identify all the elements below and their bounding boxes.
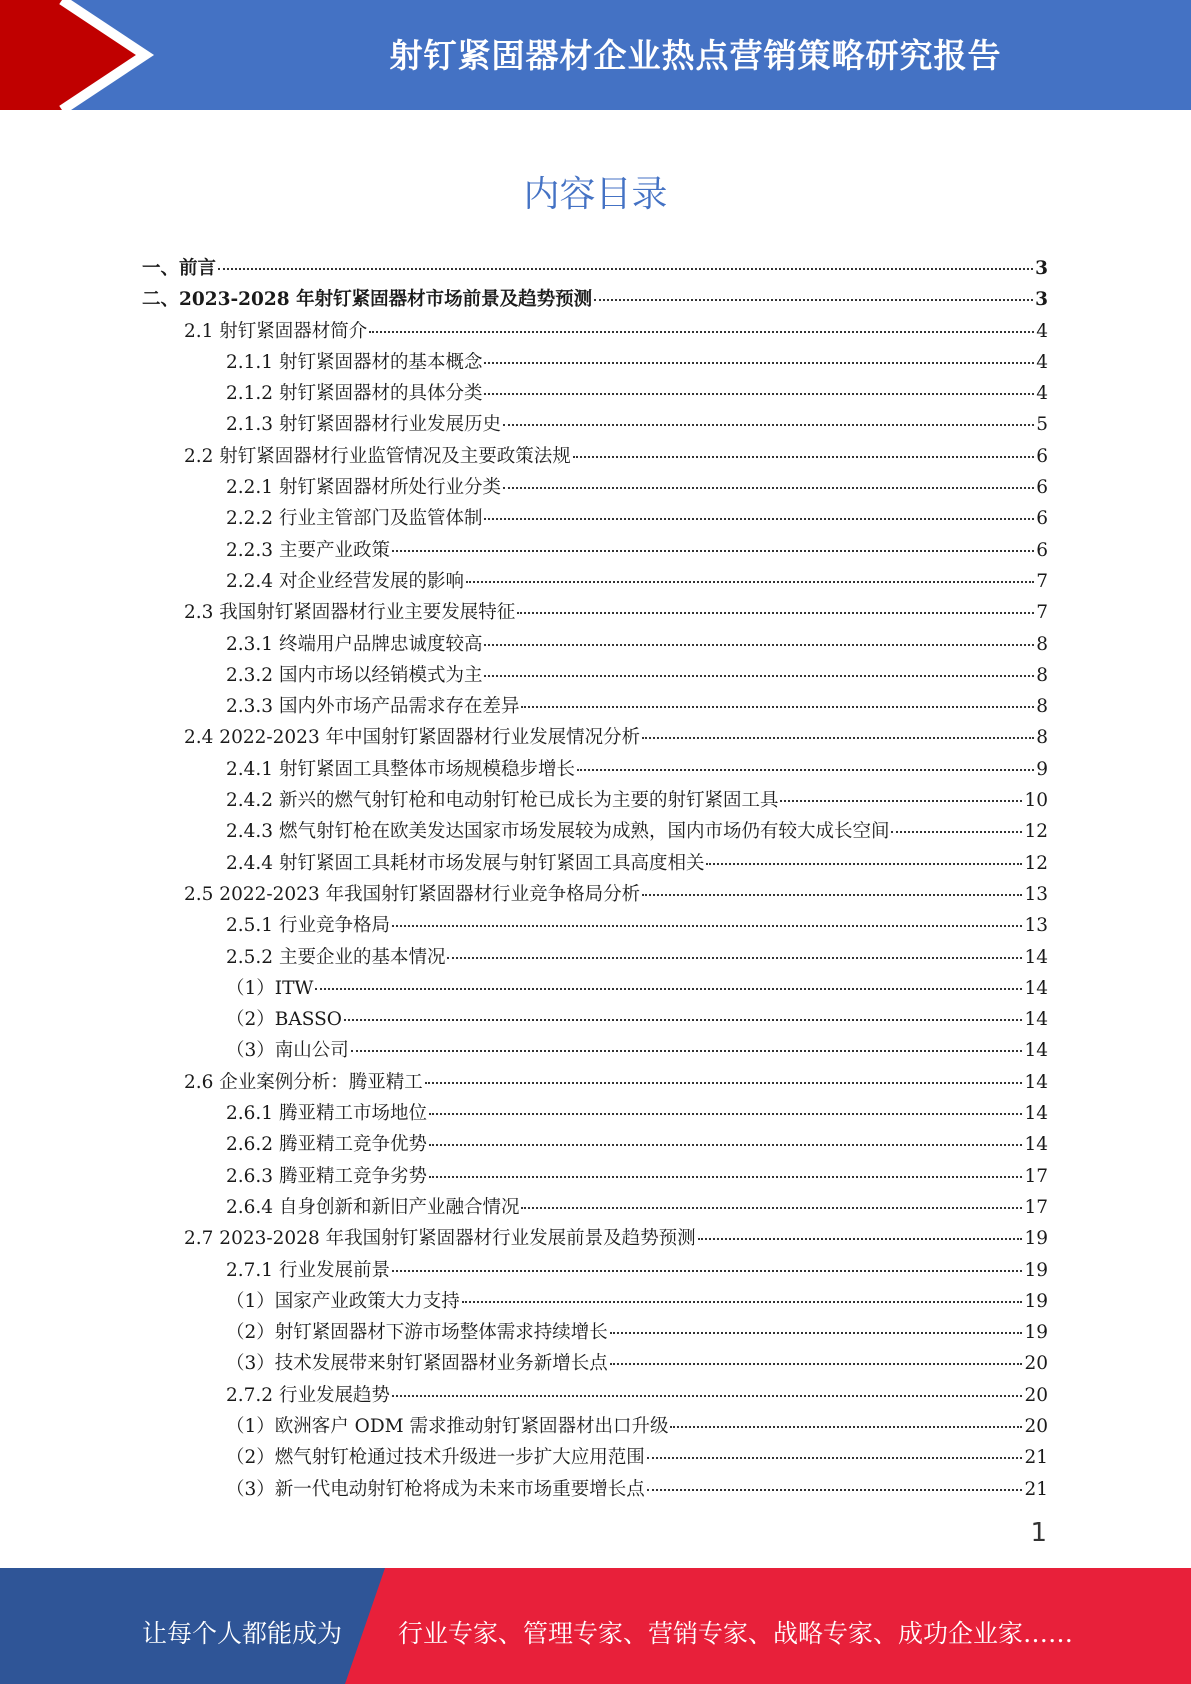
toc-heading: 内容目录 — [523, 174, 668, 215]
toc-entry[interactable] — [142, 661, 1048, 692]
toc-dot-leader — [642, 737, 1034, 739]
toc-entry-title: 2.4.2 新兴的燃气射钉枪和电动射钉枪已成长为主要的射钉紧固工具 — [226, 790, 779, 812]
toc-entry-title: （2）BASSO — [226, 1009, 342, 1031]
toc-entry-page: 21 — [1024, 1478, 1048, 1500]
report-title: 射钉紧固器材企业热点营销策略研究报告 — [389, 36, 1002, 75]
toc-entry[interactable] — [142, 317, 1048, 348]
toc-entry-page: 19 — [1024, 1259, 1048, 1281]
toc-dot-leader — [484, 675, 1034, 677]
toc-entry-page: 21 — [1024, 1447, 1048, 1469]
toc-entry[interactable] — [142, 849, 1048, 880]
toc-dot-leader — [610, 1363, 1023, 1365]
toc-entry-page: 17 — [1024, 1165, 1048, 1187]
toc-dot-leader — [610, 1332, 1023, 1334]
toc-entry[interactable] — [142, 1224, 1048, 1255]
toc-entry-title: （3）技术发展带来射钉紧固器材业务新增长点 — [226, 1353, 608, 1375]
toc-entry[interactable] — [142, 1475, 1048, 1506]
toc-dot-leader — [670, 1426, 1022, 1428]
toc-dot-leader — [315, 988, 1022, 990]
toc-entry-title: 2.2.4 对企业经营发展的影响 — [226, 570, 464, 592]
toc-entry-page: 14 — [1024, 1103, 1048, 1125]
toc-entry-title: 2.6.4 自身创新和新旧产业融合情况 — [226, 1196, 520, 1218]
toc-entry-page: 6 — [1036, 508, 1048, 530]
toc-entry-page: 17 — [1024, 1196, 1048, 1218]
toc-dot-leader — [891, 831, 1022, 833]
toc-entry[interactable] — [142, 379, 1048, 410]
toc-entry[interactable] — [142, 1099, 1048, 1130]
toc-entry-page: 8 — [1036, 696, 1048, 718]
toc-entry-title: （3）新一代电动射钉枪将成为未来市场重要增长点 — [226, 1478, 645, 1500]
toc-entry-title: 2.6.1 腾亚精工市场地位 — [226, 1103, 427, 1125]
toc-dot-leader — [392, 925, 1022, 927]
toc-dot-leader — [392, 1395, 1022, 1397]
toc-entry[interactable] — [142, 1318, 1048, 1349]
toc-dot-leader — [218, 268, 1033, 270]
toc-entry-title: （3）南山公司 — [226, 1040, 349, 1062]
toc-entry[interactable] — [142, 723, 1048, 754]
toc-entry-title: 2.1.3 射钉紧固器材行业发展历史 — [226, 414, 501, 436]
toc-dot-leader — [484, 644, 1034, 646]
toc-dot-leader — [429, 1176, 1022, 1178]
toc-entry-page: 19 — [1024, 1228, 1048, 1250]
toc-entry-title: 2.4.4 射钉紧固工具耗材市场发展与射钉紧固工具高度相关 — [226, 852, 705, 874]
toc-entry[interactable] — [142, 1412, 1048, 1443]
toc-entry-title: 2.6 企业案例分析：腾亚精工 — [184, 1071, 423, 1093]
toc-dot-leader — [369, 331, 1034, 333]
toc-entry-title: 2.5 2022-2023 年我国射钉紧固器材行业竞争格局分析 — [184, 883, 641, 905]
toc-entry-title: （2）射钉紧固器材下游市场整体需求持续增长 — [226, 1322, 608, 1344]
toc-dot-leader — [392, 1270, 1022, 1272]
toc-dot-leader — [484, 518, 1034, 520]
toc-entry-title: 2.2.2 行业主管部门及监管体制 — [226, 508, 483, 530]
toc-dot-leader — [429, 1113, 1022, 1115]
footer-slogan-left: 让每个人都能成为 — [142, 1619, 343, 1648]
toc-entry-title: 2.7.2 行业发展趋势 — [226, 1384, 390, 1406]
toc-entry[interactable] — [142, 1036, 1048, 1067]
toc-entry-page: 12 — [1024, 852, 1048, 874]
toc-dot-leader — [521, 1207, 1022, 1209]
toc-dot-leader — [466, 581, 1034, 583]
page-number: 1 — [1030, 1518, 1047, 1548]
footer-slogan-right: 行业专家、管理专家、营销专家、战略专家、成功企业家…… — [398, 1619, 1074, 1648]
toc-dot-leader — [647, 1457, 1023, 1459]
toc-entry-page: 8 — [1036, 727, 1048, 749]
header-arrow-decoration — [0, 0, 200, 110]
toc-entry-title: 2.1.2 射钉紧固器材的具体分类 — [226, 383, 483, 405]
toc-entry-page: 20 — [1024, 1415, 1048, 1437]
toc-entry[interactable] — [142, 348, 1048, 379]
toc-entry-title: 2.3 我国射钉紧固器材行业主要发展特征 — [184, 602, 516, 624]
toc-dot-leader — [698, 1238, 1023, 1240]
toc-dot-leader — [706, 863, 1022, 865]
toc-dot-leader — [780, 800, 1022, 802]
toc-entry-page: 8 — [1036, 664, 1048, 686]
toc-entry-page: 19 — [1024, 1322, 1048, 1344]
toc-entry[interactable] — [142, 473, 1048, 504]
toc-entry-page: 14 — [1024, 1040, 1048, 1062]
toc-dot-leader — [521, 706, 1034, 708]
toc-dot-leader — [462, 1301, 1023, 1303]
toc-entry[interactable] — [142, 911, 1048, 942]
toc-entry[interactable] — [142, 755, 1048, 786]
toc-dot-leader — [392, 550, 1034, 552]
toc-entry-page: 14 — [1024, 1134, 1048, 1156]
toc-entry[interactable] — [142, 442, 1048, 473]
toc-entry-title: 2.1.1 射钉紧固器材的基本概念 — [226, 351, 483, 373]
table-of-contents — [142, 254, 1048, 1506]
toc-dot-leader — [642, 894, 1022, 896]
toc-entry-page: 14 — [1024, 1009, 1048, 1031]
toc-entry-page: 14 — [1024, 1071, 1048, 1093]
toc-entry-title: 2.3.1 终端用户品牌忠诚度较高 — [226, 633, 483, 655]
toc-entry-page: 19 — [1024, 1290, 1048, 1312]
toc-entry-title: 2.5.2 主要企业的基本情况 — [226, 946, 446, 968]
toc-entry[interactable] — [142, 630, 1048, 661]
toc-dot-leader — [647, 1489, 1023, 1491]
toc-entry[interactable] — [142, 1005, 1048, 1036]
toc-entry-page: 9 — [1036, 758, 1048, 780]
toc-entry-page: 14 — [1024, 946, 1048, 968]
toc-entry[interactable] — [142, 504, 1048, 535]
toc-entry-page: 6 — [1036, 445, 1048, 467]
toc-entry[interactable] — [142, 1349, 1048, 1380]
toc-dot-leader — [344, 1019, 1023, 1021]
toc-entry-title: 一、前言 — [142, 258, 217, 279]
toc-entry-title: 2.6.2 腾亚精工竞争优势 — [226, 1134, 427, 1156]
toc-entry-title: 2.2 射钉紧固器材行业监管情况及主要政策法规 — [184, 445, 571, 467]
toc-entry-title: 2.7.1 行业发展前景 — [226, 1259, 390, 1281]
toc-entry-page: 14 — [1024, 977, 1048, 999]
toc-entry[interactable] — [142, 598, 1048, 629]
toc-entry-title: 2.2.1 射钉紧固器材所处行业分类 — [226, 477, 501, 499]
toc-entry-title: 二、2023-2028 年射钉紧固器材市场前景及趋势预测 — [142, 289, 593, 311]
toc-entry[interactable] — [142, 692, 1048, 723]
toc-entry[interactable] — [142, 880, 1048, 911]
toc-entry-title: 2.4.3 燃气射钉枪在欧美发达国家市场发展较为成熟，国内市场仍有较大成长空间 — [226, 821, 890, 843]
toc-dot-leader — [351, 1050, 1023, 1052]
toc-entry-page: 13 — [1024, 883, 1048, 905]
toc-dot-leader — [573, 456, 1034, 458]
toc-entry-title: 2.5.1 行业竞争格局 — [226, 915, 390, 937]
toc-entry-page: 6 — [1036, 539, 1048, 561]
toc-entry-page: 8 — [1036, 633, 1048, 655]
page-footer — [0, 1568, 1191, 1684]
toc-entry-page: 4 — [1036, 351, 1048, 373]
toc-entry[interactable] — [142, 285, 1048, 316]
toc-entry-title: 2.4.1 射钉紧固工具整体市场规模稳步增长 — [226, 758, 575, 780]
toc-entry[interactable] — [142, 817, 1048, 848]
toc-entry-page: 3 — [1035, 289, 1048, 311]
toc-dot-leader — [503, 487, 1034, 489]
toc-dot-leader — [594, 299, 1033, 301]
toc-dot-leader — [503, 424, 1034, 426]
page-header — [0, 0, 1191, 110]
toc-entry[interactable] — [142, 1193, 1048, 1224]
toc-entry-title: （1）ITW — [226, 977, 314, 999]
toc-dot-leader — [577, 769, 1034, 771]
toc-entry[interactable] — [142, 1256, 1048, 1287]
toc-entry-title: 2.4 2022-2023 年中国射钉紧固器材行业发展情况分析 — [184, 727, 641, 749]
toc-entry[interactable] — [142, 1162, 1048, 1193]
toc-entry[interactable] — [142, 974, 1048, 1005]
toc-entry[interactable] — [142, 567, 1048, 598]
toc-entry-page: 3 — [1035, 258, 1048, 279]
toc-entry[interactable] — [142, 410, 1048, 441]
toc-dot-leader — [425, 1082, 1023, 1084]
toc-entry[interactable] — [142, 536, 1048, 567]
toc-entry-page: 6 — [1036, 477, 1048, 499]
toc-entry-page: 4 — [1036, 383, 1048, 405]
toc-entry-page: 5 — [1036, 414, 1048, 436]
toc-entry-title: 2.7 2023-2028 年我国射钉紧固器材行业发展前景及趋势预测 — [184, 1228, 696, 1250]
toc-entry[interactable] — [142, 1443, 1048, 1474]
toc-dot-leader — [484, 393, 1034, 395]
toc-entry-title: 2.3.3 国内外市场产品需求存在差异 — [226, 696, 520, 718]
toc-entry-page: 7 — [1036, 570, 1048, 592]
toc-entry-page: 4 — [1036, 320, 1048, 342]
toc-entry[interactable] — [142, 943, 1048, 974]
toc-entry-title: （1）欧洲客户 ODM 需求推动射钉紧固器材出口升级 — [226, 1415, 669, 1437]
toc-dot-leader — [517, 612, 1034, 614]
toc-entry-page: 12 — [1024, 821, 1048, 843]
toc-entry-title: 2.2.3 主要产业政策 — [226, 539, 390, 561]
toc-entry-page: 20 — [1024, 1384, 1048, 1406]
toc-entry[interactable] — [142, 1381, 1048, 1412]
toc-entry[interactable] — [142, 1068, 1048, 1099]
toc-entry-page: 7 — [1036, 602, 1048, 624]
toc-dot-leader — [429, 1144, 1022, 1146]
toc-entry[interactable] — [142, 254, 1048, 285]
toc-entry-title: （1）国家产业政策大力支持 — [226, 1290, 460, 1312]
toc-entry-title: 2.6.3 腾亚精工竞争劣势 — [226, 1165, 427, 1187]
toc-entry[interactable] — [142, 1287, 1048, 1318]
toc-entry-title: 2.1 射钉紧固器材简介 — [184, 320, 368, 342]
toc-entry[interactable] — [142, 1130, 1048, 1161]
toc-entry-page: 20 — [1024, 1353, 1048, 1375]
toc-entry-page: 10 — [1024, 790, 1048, 812]
toc-dot-leader — [484, 362, 1034, 364]
toc-entry[interactable] — [142, 786, 1048, 817]
toc-entry-title: 2.3.2 国内市场以经销模式为主 — [226, 664, 483, 686]
toc-dot-leader — [447, 957, 1022, 959]
toc-entry-page: 13 — [1024, 915, 1048, 937]
toc-entry-title: （2）燃气射钉枪通过技术升级进一步扩大应用范围 — [226, 1447, 645, 1469]
